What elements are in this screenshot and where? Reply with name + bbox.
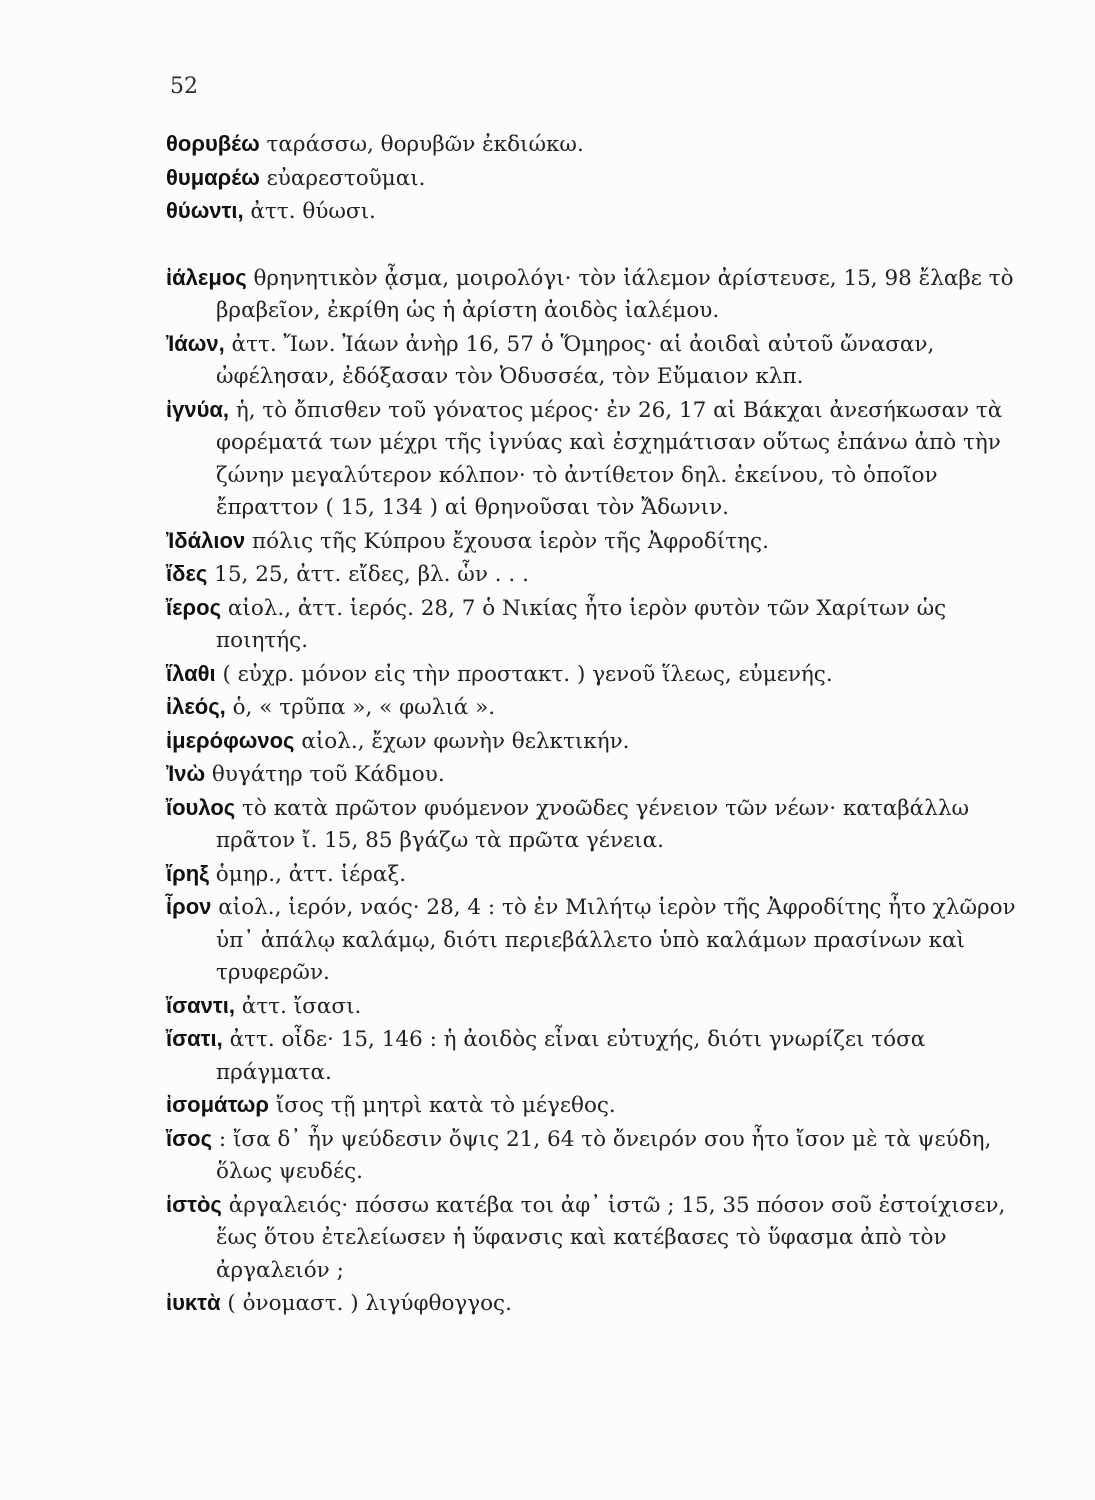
headword: ἰάλεμος (166, 264, 247, 290)
entry (166, 1189, 1016, 1288)
entry (166, 592, 1016, 658)
entry (166, 758, 1016, 792)
definition: θυγάτηρ τοῦ Κάδμου. (205, 762, 445, 787)
entry (166, 1123, 1016, 1189)
entry (166, 1287, 1016, 1321)
page-number: 52 (170, 74, 198, 99)
definition: ταράσσω, θορυβῶν ἐκδιώκω. (259, 132, 584, 157)
entry (166, 691, 1016, 725)
definition: ( ὀνομαστ. ) λιγύφθογγος. (220, 1291, 512, 1316)
headword: ἴσος (166, 1125, 213, 1151)
headword: θύωντι, (166, 198, 244, 223)
definition: ἀττ. θύωσι. (243, 199, 376, 224)
definition: ἀργαλειός· πόσσω κατέβα τοι ἀφ᾽ ἱστῶ ; 15, 35 πόσον σοῦ ἐστοίχισεν, ἕως ὅτου ἐτελείωσεν ἡ ὕφανσις καὶ κατέβασες τὸ ὕφασμα ἀπὸ τὸν ἀργαλειόν ; (216, 1192, 1006, 1283)
definition: ἴσος τῇ μητρὶ κατὰ τὸ μέγεθος. (269, 1093, 616, 1118)
entry (166, 128, 1016, 162)
definition: ὁ, « τρῦπα », « φωλιά ». (225, 695, 496, 720)
entry (166, 262, 1016, 328)
headword: ἴερος (166, 594, 222, 620)
definition: εὐαρεστοῦμαι. (259, 165, 426, 191)
entry (166, 328, 1016, 394)
entry (166, 1023, 1016, 1089)
entry (166, 525, 1016, 559)
entry (166, 394, 1016, 525)
entry (166, 891, 1016, 990)
entry (166, 558, 1016, 592)
headword: ἴσατι, (166, 1026, 223, 1051)
entry (166, 195, 1016, 229)
entry (166, 990, 1016, 1024)
headword: ἴσαντι, (166, 992, 235, 1018)
headword: ἱστὸς (166, 1191, 222, 1217)
headword: Ἰδάλιον (166, 527, 246, 553)
headword: ἰλεός, (166, 694, 226, 719)
definition: θρηνητικὸν ᾆσμα, μοιρολόγι· τὸν ἰάλεμον ἀρίστευσε, 15, 98 ἔλαβε τὸ βραβεῖον, ἐκρίθη ὡς ἡ ἀρίστη ἀοιδὸς ἰαλέμου. (216, 265, 1014, 323)
headword: Ἰνὼ (166, 761, 206, 786)
headword: ἵλαθι (166, 660, 216, 686)
definition: τὸ κατὰ πρῶτον φυόμενον χνοῶδες γένειον τῶν νέων· καταβάλλω πρᾶτον ἴ. 15, 85 βγάζω τὰ πρῶτα γένεια. (216, 795, 969, 853)
headword: ἴρηξ (166, 860, 209, 886)
headword: θορυβέω (166, 131, 260, 156)
headword: ἴδες (166, 561, 208, 586)
headword: θυμαρέω (166, 164, 260, 190)
definition: ἀττ. Ἴων. Ἰάων ἀνὴρ 16, 57 ὁ Ὅμηρος· αἱ ἀοιδαὶ αὐτοῦ ὤνασαν, ὠφέλησαν, ἐδόξασαν τὸν Ὀδυσσέα, τὸν Εὔμαιον κλπ. (216, 331, 935, 389)
entry (166, 658, 1016, 692)
entry (166, 792, 1016, 858)
definition: ἡ, τὸ ὄπισθεν τοῦ γόνατος μέρος· ἐν 26, 17 αἱ Βάκχαι ἀνεσήκωσαν τὰ φορέματά των μέχρι τῆς ἰγνύας καὶ ἐσχημάτισαν οὕτως ἐπάνω ἀπὸ τὴν ζώνην μεγαλύτερον κόλπον· τὸ ἀντίθετον δηλ. ἐκείνου, τὸ ὁποῖον ἔπραττον ( 15, 134 ) αἱ θρηνοῦσαι τὸν Ἄδωνιν. (216, 397, 1003, 520)
entry (166, 725, 1016, 759)
definition: ἀττ. ἴσασι. (234, 993, 362, 1019)
headword: ἶρον (166, 894, 212, 919)
definition: ( εὐχρ. μόνον εἰς τὴν προστακτ. ) γενοῦ ἵλεως, εὐμενής. (215, 661, 833, 687)
headword: Ἰάων, (166, 330, 225, 356)
definition: ἀττ. οἶδε· 15, 146 : ἡ ἀοιδὸς εἶναι εὐτυχής, διότι γνωρίζει τόσα πράγματα. (216, 1027, 926, 1085)
definition: : ἴσα δ᾽ ἦν ψεύδεσιν ὄψις 21, 64 τὸ ὄνειρόν σου ἦτο ἴσον μὲ τὰ ψεύδη, ὅλως ψευδές. (212, 1126, 992, 1184)
definition: ὁμηρ., ἀττ. ἱέραξ. (208, 861, 407, 887)
headword: ἴουλος (166, 794, 236, 820)
definition: αἰολ., ἔχων φωνὴν θελκτικήν. (294, 728, 630, 754)
definition: αἰολ., ἀττ. ἱερός. 28, 7 ὁ Νικίας ἦτο ἱερὸν φυτὸν τῶν Χαρίτων ὡς ποιητής. (216, 595, 947, 653)
definition: αἰολ., ἱερόν, ναός· 28, 4 : τὸ ἐν Μιλήτῳ ἱερὸν τῆς Ἀφροδίτης ἦτο χλῶρον ὑπ᾽ ἀπάλῳ καλάμῳ, διότι περιεβάλλετο ὑπὸ καλάμων πρασίνων καὶ τρυφερῶν. (211, 895, 1016, 985)
entry (166, 858, 1016, 892)
definition: 15, 25, ἀττ. εἴδες, βλ. ὧν . . . (207, 562, 529, 587)
entry (166, 162, 1016, 196)
entry (166, 1089, 1016, 1123)
headword: ἰυκτὰ (166, 1290, 221, 1315)
definition: πόλις τῆς Κύπρου ἔχουσα ἱερὸν τῆς Ἀφροδίτης. (245, 528, 769, 554)
headword: ἰμερόφωνος (166, 727, 295, 753)
headword: ἰγνύα, (166, 396, 230, 422)
headword: ἰσομάτωρ (166, 1092, 269, 1117)
entry-list (166, 128, 1016, 1321)
